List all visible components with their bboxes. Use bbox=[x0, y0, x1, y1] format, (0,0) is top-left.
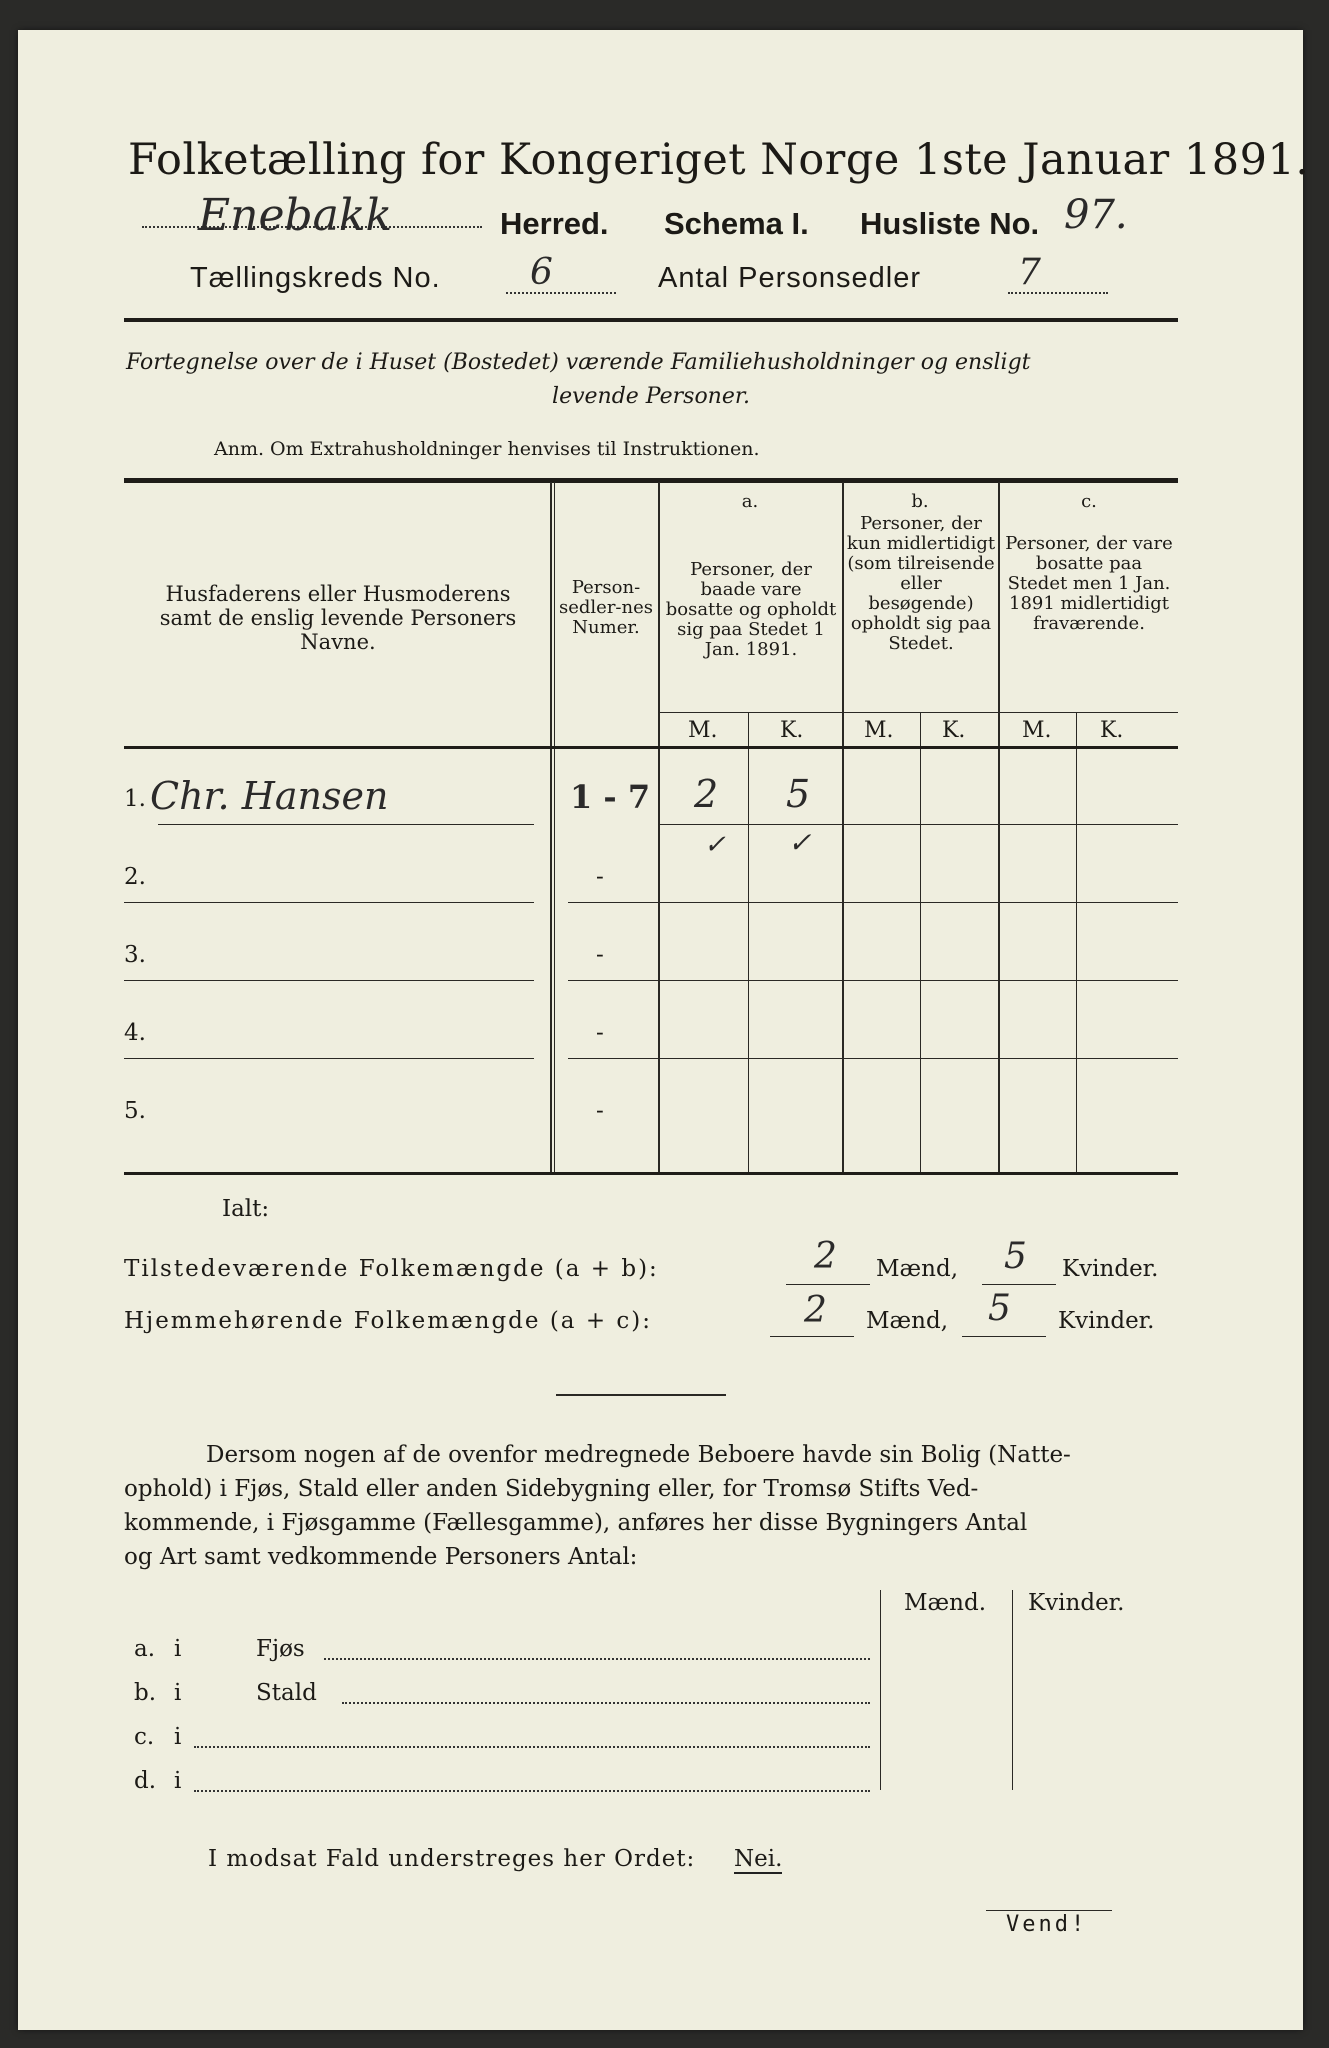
table-vline bbox=[1076, 712, 1077, 1172]
row-num: - bbox=[596, 942, 604, 968]
row-a-m: 2 bbox=[694, 772, 719, 816]
row-name: Chr. Hansen bbox=[150, 774, 389, 818]
col-name-header: Husfaderens eller Husmoderens samt de enslig levende Personers Navne. bbox=[159, 582, 517, 654]
tilst-k-line bbox=[982, 1284, 1056, 1285]
hjem-label: Hjemmehørende Folkemængde (a + c): bbox=[124, 1308, 652, 1334]
husliste-label: Husliste No. bbox=[860, 206, 1040, 241]
row-line bbox=[158, 824, 534, 825]
kreds-value: 6 bbox=[530, 252, 553, 293]
col-c-header: Personer, der vare bosatte paa Stedet men 1 Jan. 1891 midlertidigt fraværende. bbox=[1005, 533, 1173, 634]
row-num: - bbox=[596, 1098, 604, 1124]
bygning-dotline bbox=[324, 1658, 870, 1660]
bygning-vline bbox=[880, 1590, 881, 1790]
bygning-i: i bbox=[174, 1680, 182, 1706]
hjem-maend: Mænd, bbox=[866, 1308, 949, 1334]
col-c-letter: c. bbox=[1081, 491, 1097, 512]
check-mark-icon: ✓ bbox=[788, 826, 812, 859]
row-index: 3. bbox=[124, 942, 146, 968]
b-m-label: M. bbox=[864, 718, 894, 743]
hjem-m-value: 2 bbox=[804, 1290, 827, 1331]
col-b-header: Personer, der kun midlertidigt (som tilreisende eller besøgende) opholdt sig paa Stedet. bbox=[846, 513, 996, 654]
table-vline bbox=[748, 712, 749, 1172]
row-line bbox=[658, 824, 1178, 825]
row-num: - bbox=[596, 864, 604, 890]
bygning-letter: c. bbox=[134, 1724, 155, 1750]
row-index: 4. bbox=[124, 1020, 146, 1046]
col-a-letter: a. bbox=[741, 491, 759, 512]
bygning-para-1: Dersom nogen af de ovenfor medregnede Beboere havde sin Bolig (Natte- bbox=[206, 1442, 1071, 1468]
tilst-maend: Mænd, bbox=[876, 1256, 959, 1282]
table-vline bbox=[554, 482, 555, 1172]
header-rule bbox=[124, 318, 1178, 322]
c-k-label: K. bbox=[1100, 718, 1124, 743]
vend-label: Vend! bbox=[1006, 1912, 1088, 1937]
bygning-para-2: ophold) i Fjøs, Stald eller anden Sidebygning eller, for Tromsø Stifts Ved- bbox=[124, 1476, 979, 1502]
modsat-word: Nei. bbox=[734, 1846, 783, 1872]
bygning-letter: d. bbox=[134, 1768, 157, 1794]
bygning-dotline bbox=[194, 1746, 870, 1748]
row-line bbox=[568, 980, 1178, 981]
table-top-rule bbox=[124, 478, 1178, 483]
schema-label: Schema I. bbox=[664, 206, 809, 241]
anm-note: Anm. Om Extrahusholdninger henvises til Instruktionen. bbox=[214, 438, 760, 460]
bygning-para-3: kommende, i Fjøsgamme (Fællesgamme), anføres her disse Bygningers Antal bbox=[124, 1510, 1028, 1536]
hjem-k-line bbox=[962, 1336, 1046, 1337]
tilst-m-value: 2 bbox=[814, 1236, 837, 1277]
bygning-i: i bbox=[174, 1636, 182, 1662]
row-a-k: 5 bbox=[786, 772, 811, 816]
bygning-dotline bbox=[342, 1702, 870, 1704]
table-vline bbox=[658, 482, 660, 1172]
row-line bbox=[124, 980, 534, 981]
hjem-m-line bbox=[770, 1336, 854, 1337]
herred-label: Herred. bbox=[500, 206, 609, 241]
bygning-vline bbox=[1012, 1590, 1013, 1790]
table-vline bbox=[842, 482, 844, 1172]
bygning-letter: a. bbox=[134, 1636, 156, 1662]
header-bottom-rule bbox=[124, 746, 1178, 749]
bygning-maend-header: Mænd. bbox=[904, 1590, 987, 1616]
bygning-label: Stald bbox=[256, 1680, 317, 1706]
herred-value: Enebakk bbox=[198, 190, 393, 241]
husliste-value: 97. bbox=[1064, 192, 1128, 238]
census-form-sheet bbox=[18, 30, 1310, 2030]
antal-value: 7 bbox=[1018, 252, 1041, 293]
row-line bbox=[124, 902, 534, 903]
subheader-line bbox=[658, 712, 1178, 713]
row-line bbox=[568, 902, 1178, 903]
bygning-i: i bbox=[174, 1724, 182, 1750]
c-m-label: M. bbox=[1022, 718, 1052, 743]
bygning-letter: b. bbox=[134, 1680, 157, 1706]
row-line bbox=[568, 1058, 1178, 1059]
intro-line-1: Fortegnelse over de i Huset (Bostedet) værende Familiehusholdninger og ensligt bbox=[126, 350, 1031, 375]
row-line bbox=[124, 1058, 534, 1059]
check-mark-icon: ✓ bbox=[704, 830, 726, 860]
row-num: 1 - 7 bbox=[570, 778, 651, 816]
ialt-label: Ialt: bbox=[222, 1196, 270, 1222]
tilst-kvinder: Kvinder. bbox=[1062, 1256, 1159, 1282]
col-a-header: Personer, der baade vare bosatte og opholdt sig paa Stedet 1 Jan. 1891. bbox=[665, 559, 837, 660]
tilst-k-value: 5 bbox=[1004, 1236, 1027, 1277]
b-k-label: K. bbox=[942, 718, 966, 743]
col-b-letter: b. bbox=[911, 491, 929, 512]
hjem-k-value: 5 bbox=[988, 1288, 1011, 1329]
a-m-label: M. bbox=[688, 718, 718, 743]
kreds-label: Tællingskreds No. bbox=[190, 262, 441, 294]
row-index: 1. bbox=[124, 786, 146, 812]
table-vline bbox=[550, 482, 552, 1172]
table-vline bbox=[998, 482, 1000, 1172]
bygning-para-4: og Art samt vedkommende Personers Antal: bbox=[124, 1544, 638, 1570]
bygning-kvinder-header: Kvinder. bbox=[1028, 1590, 1125, 1616]
modsat-label: I modsat Fald understreges her Ordet: bbox=[208, 1846, 696, 1872]
hjem-kvinder: Kvinder. bbox=[1058, 1308, 1155, 1334]
intro-line-2: levende Personer. bbox=[552, 384, 750, 409]
bygning-dotline bbox=[194, 1790, 870, 1792]
vend-line bbox=[986, 1910, 1112, 1911]
kreds-dotline bbox=[506, 292, 616, 294]
form-title: Folketælling for Kongeriget Norge 1ste Januar 1891. bbox=[128, 135, 1310, 185]
a-k-label: K. bbox=[780, 718, 804, 743]
section-divider bbox=[556, 1394, 726, 1396]
bygning-i: i bbox=[174, 1768, 182, 1794]
tilst-label: Tilstedeværende Folkemængde (a + b): bbox=[124, 1256, 659, 1282]
tilst-m-line bbox=[786, 1284, 870, 1285]
table-bottom-rule bbox=[124, 1172, 1178, 1175]
row-num: - bbox=[596, 1020, 604, 1046]
row-index: 2. bbox=[124, 864, 146, 890]
table-vline bbox=[920, 712, 921, 1172]
bygning-label: Fjøs bbox=[256, 1636, 305, 1662]
col-num-header: Person-sedler-nes Numer. bbox=[559, 577, 653, 638]
row-index: 5. bbox=[124, 1098, 146, 1124]
antal-label: Antal Personsedler bbox=[658, 262, 922, 294]
